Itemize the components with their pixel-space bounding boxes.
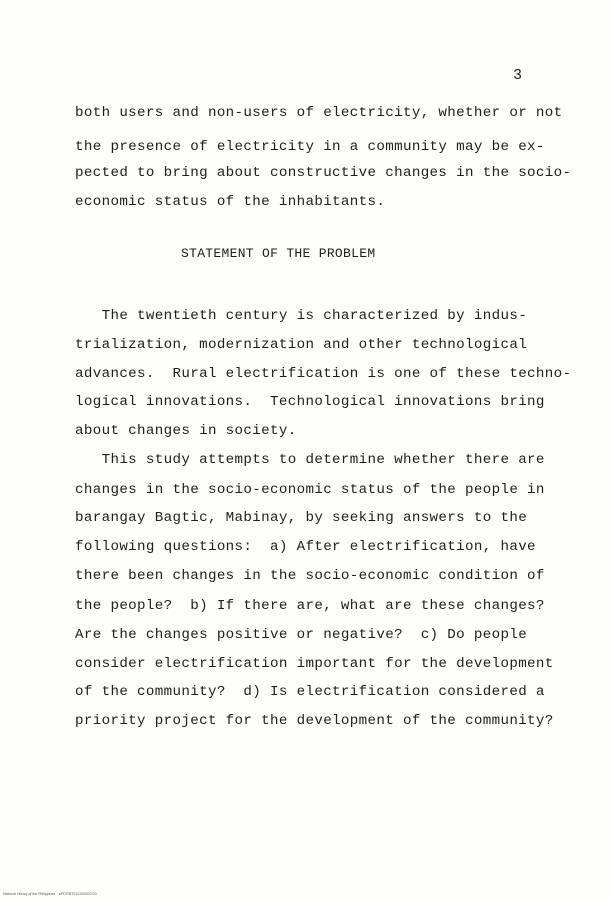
paragraph-3-line: of the community? d) Is electrification considered a — [75, 684, 545, 700]
paragraph-2-line: logical innovations. Technological innovations bring — [75, 394, 545, 410]
paragraph-1-line: both users and non-users of electricity, whether or not — [75, 105, 563, 121]
paragraph-2-line: advances. Rural electrification is one of these techno- — [75, 366, 572, 382]
paragraph-1-line: pected to bring about constructive changes in the socio- — [75, 165, 572, 181]
paragraph-1-line: economic status of the inhabitants. — [75, 194, 386, 210]
paragraph-3-line: the people? b) If there are, what are these changes? — [75, 598, 545, 614]
paragraph-3-line: priority project for the development of the community? — [75, 713, 554, 729]
paragraph-3-line: barangay Bagtic, Mabinay, by seeking answers to the — [75, 510, 528, 526]
paragraph-2-line: trialization, modernization and other technological — [75, 337, 528, 353]
paragraph-2-line: about changes in society. — [75, 423, 297, 439]
paragraph-3-line: following questions: a) After electrification, have — [75, 539, 536, 555]
paragraph-3-line: Are the changes positive or negative? c) Do people — [75, 627, 528, 643]
paragraph-3-line: changes in the socio-economic status of the people in — [75, 482, 545, 498]
section-heading: STATEMENT OF THE PROBLEM — [181, 246, 376, 261]
page-number: 3 — [513, 67, 523, 84]
footer-watermark: National Library of the Philippines ePDF/BT0113/00007/03 — [3, 892, 97, 896]
paragraph-2-line: The twentieth century is characterized by indus- — [75, 308, 528, 324]
paragraph-3-line: This study attempts to determine whether there are — [75, 452, 545, 468]
paragraph-3-line: there been changes in the socio-economic condition of — [75, 568, 545, 584]
paragraph-3-line: consider electrification important for the development — [75, 656, 554, 672]
paragraph-1-line: the presence of electricity in a community may be ex- — [75, 139, 545, 155]
